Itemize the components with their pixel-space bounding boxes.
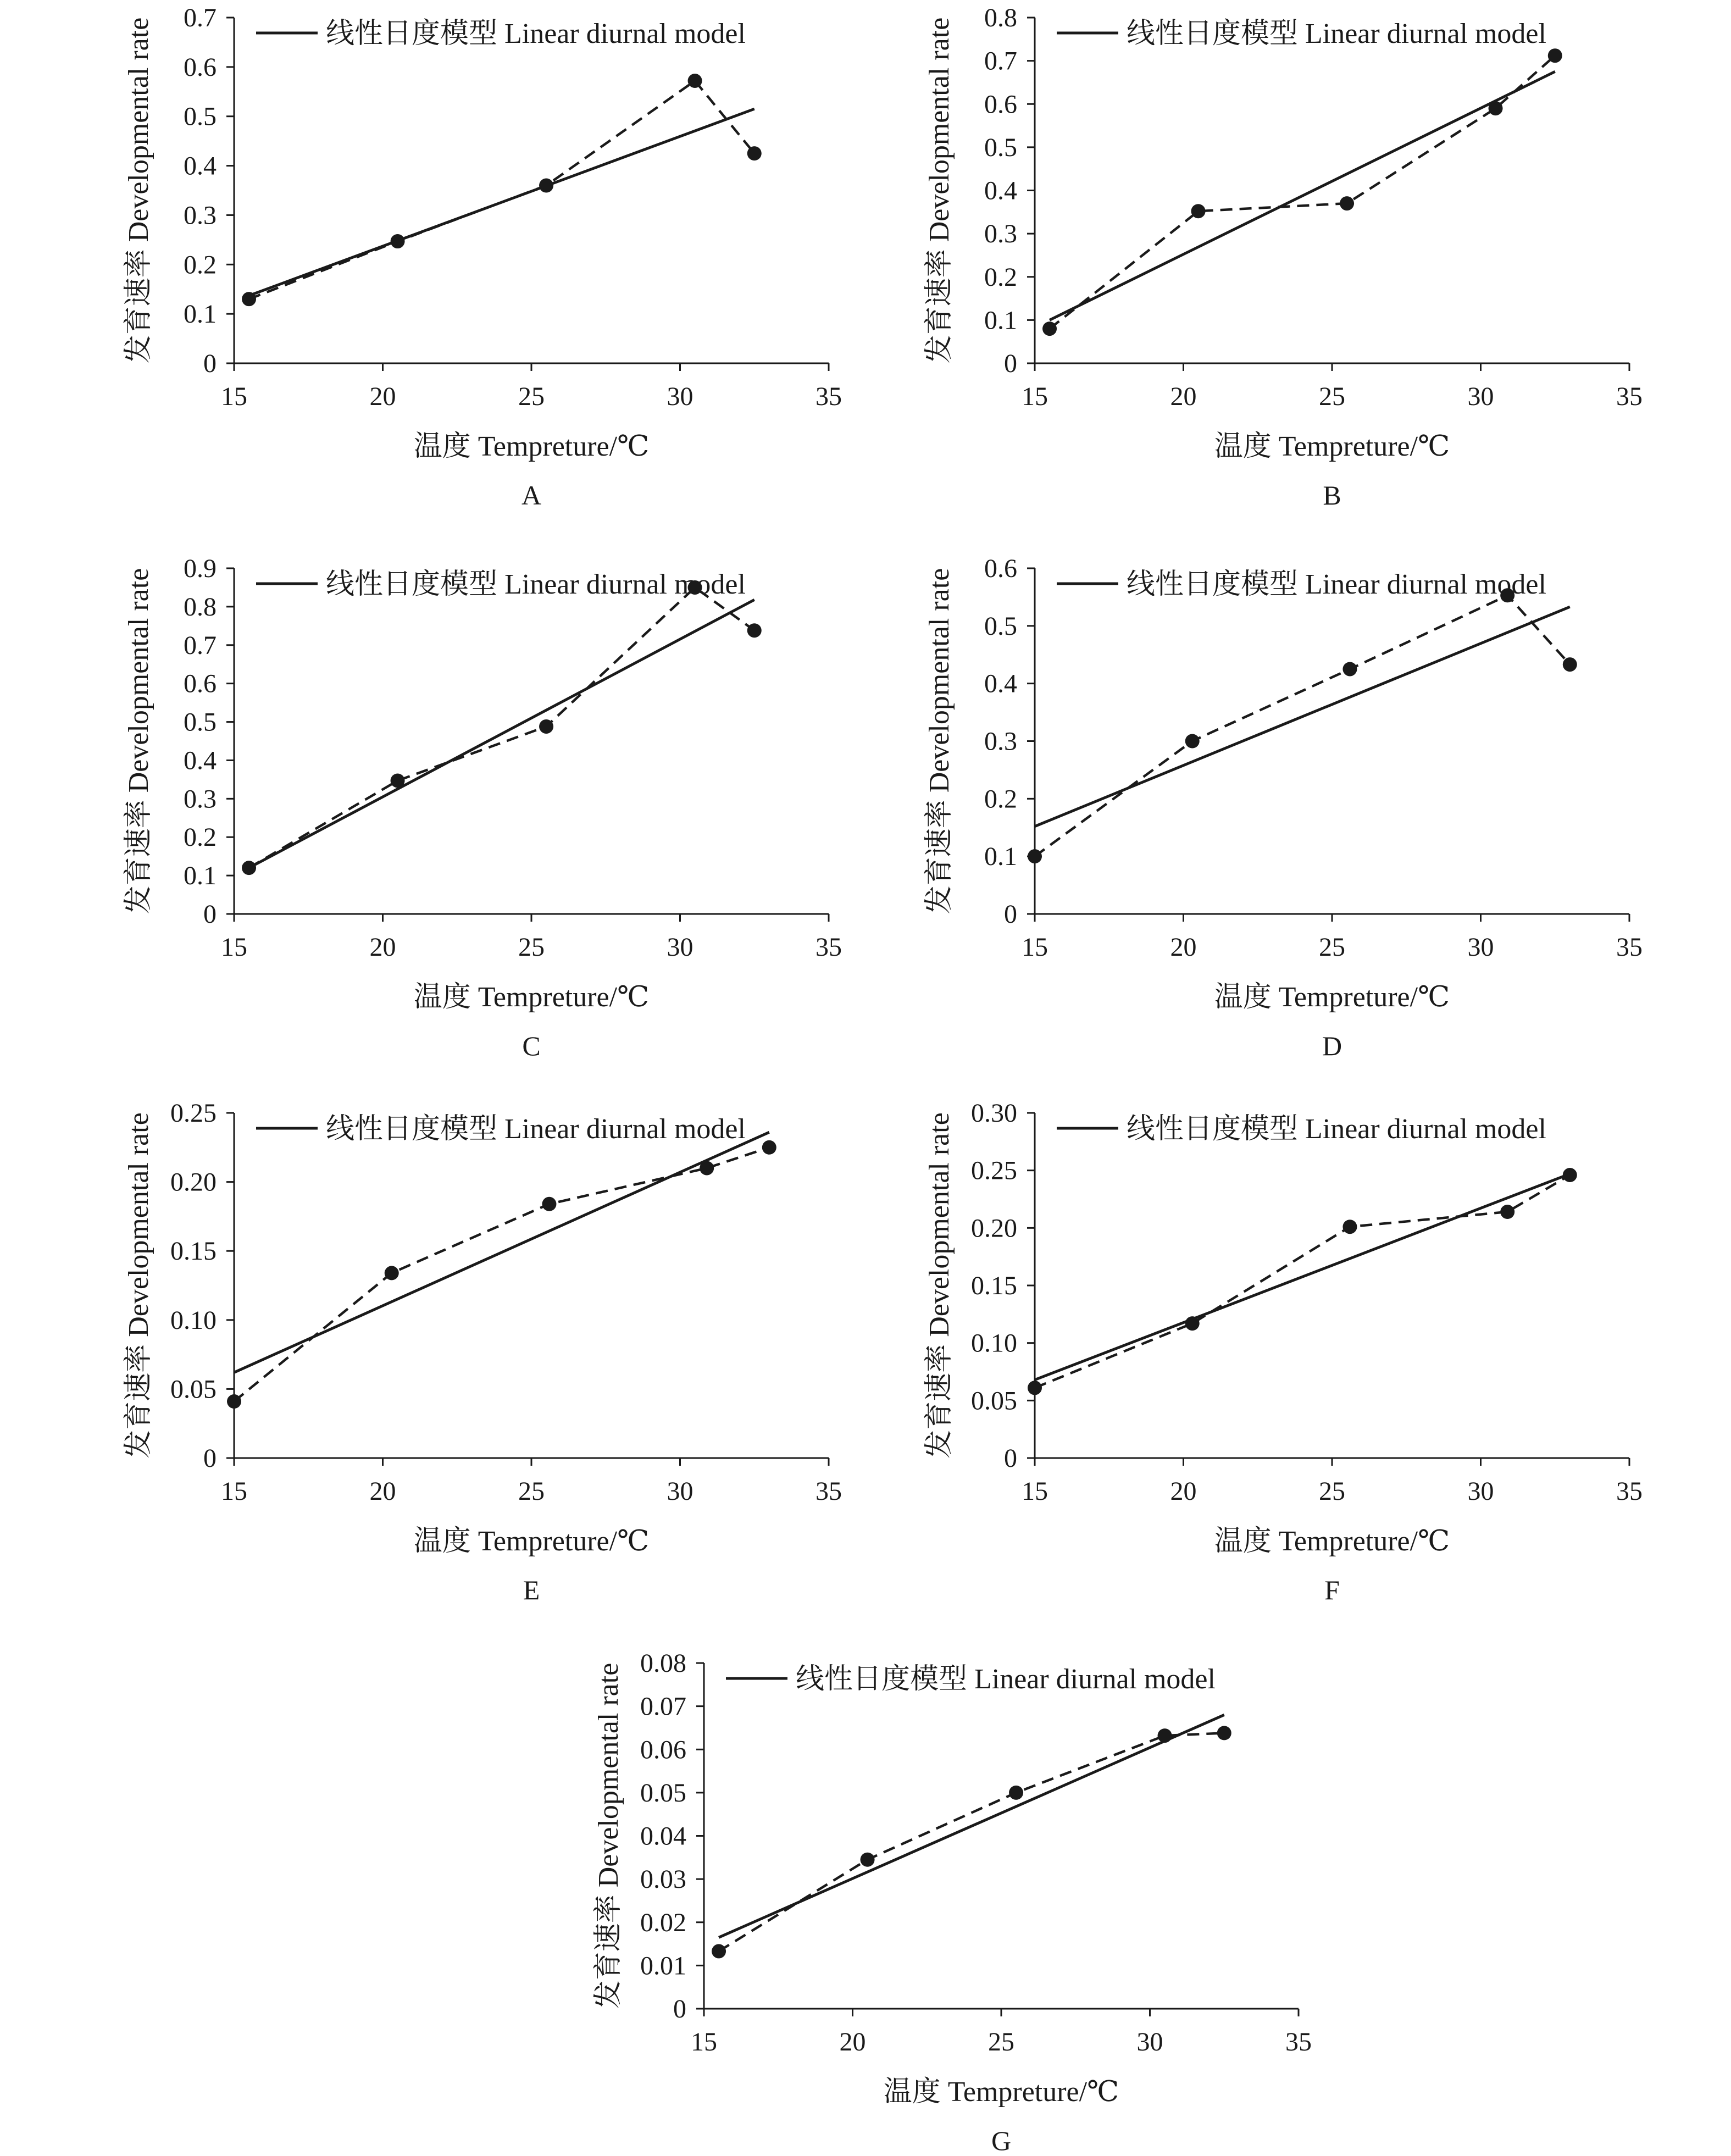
x-tick-label: 30 xyxy=(667,382,693,411)
observed-data-point xyxy=(242,861,256,875)
y-tick-label: 0.07 xyxy=(640,1692,686,1721)
linear-model-line xyxy=(234,1132,769,1372)
y-axis-title: 发育速率 Developmental rate xyxy=(123,17,154,364)
panel-letter: F xyxy=(1324,1575,1340,1605)
observed-data-point xyxy=(539,719,553,734)
x-tick-label: 25 xyxy=(1319,1477,1345,1506)
observed-data-point xyxy=(1009,1786,1023,1800)
y-tick-label: 0.7 xyxy=(184,630,217,660)
observed-data-point xyxy=(747,623,762,638)
observed-data-point xyxy=(712,1944,726,1958)
x-axis-title: 温度 Tempreture/℃ xyxy=(413,982,650,1013)
y-axis-title: 发育速率 Developmental rate xyxy=(924,568,955,915)
observed-data-point xyxy=(1191,204,1206,218)
y-tick-label: 0.4 xyxy=(184,151,217,181)
y-tick-label: 0.5 xyxy=(984,611,1017,641)
chart-panel-b xyxy=(924,3,1643,511)
y-tick-label: 0.1 xyxy=(184,300,217,329)
y-tick-label: 0.2 xyxy=(184,250,217,280)
y-axis-title: 发育速率 Developmental rate xyxy=(123,1112,154,1459)
y-tick-label: 0.5 xyxy=(184,102,217,131)
x-tick-label: 35 xyxy=(1616,1477,1643,1506)
x-axis-title: 温度 Tempreture/℃ xyxy=(1214,1526,1450,1557)
legend-label: 线性日度模型 Linear diurnal model xyxy=(1127,18,1546,49)
y-tick-label: 0.5 xyxy=(184,707,217,737)
observed-data-point xyxy=(1342,1220,1357,1234)
observed-data-point xyxy=(762,1140,776,1155)
y-tick-label: 0.02 xyxy=(640,1908,686,1937)
x-tick-label: 30 xyxy=(667,1477,693,1506)
x-tick-label: 30 xyxy=(1136,2027,1163,2057)
y-tick-label: 0 xyxy=(203,349,217,378)
observed-data-point xyxy=(1217,1726,1231,1740)
legend-label: 线性日度模型 Linear diurnal model xyxy=(326,18,746,49)
y-tick-label: 0 xyxy=(1004,900,1017,929)
y-tick-label: 0.10 xyxy=(170,1305,217,1335)
chart-panel-c xyxy=(123,554,842,1061)
x-tick-label: 15 xyxy=(221,382,247,411)
observed-data-point xyxy=(1563,657,1577,672)
legend-label: 线性日度模型 Linear diurnal model xyxy=(326,569,746,600)
linear-model-line xyxy=(1035,607,1570,827)
y-tick-label: 0.10 xyxy=(971,1328,1017,1358)
panel-letter: C xyxy=(522,1030,541,1061)
panel-letter: A xyxy=(521,480,542,511)
legend-label: 线性日度模型 Linear diurnal model xyxy=(1127,569,1546,600)
chart-panel-f xyxy=(924,1099,1643,1605)
observed-data-point xyxy=(385,1266,399,1280)
y-tick-label: 0.5 xyxy=(984,132,1017,162)
legend-label: 线性日度模型 Linear diurnal model xyxy=(1127,1113,1546,1145)
y-tick-label: 0.04 xyxy=(640,1821,686,1851)
y-tick-label: 0.20 xyxy=(170,1167,217,1197)
y-tick-label: 0 xyxy=(203,900,217,929)
panel-letter: G xyxy=(991,2125,1012,2156)
y-tick-label: 0.6 xyxy=(184,52,217,82)
legend-label: 线性日度模型 Linear diurnal model xyxy=(326,1113,746,1145)
chart-panel-g xyxy=(593,1649,1312,2156)
y-axis-title: 发育速率 Developmental rate xyxy=(593,1662,624,2009)
x-axis-title: 温度 Tempreture/℃ xyxy=(1214,982,1450,1013)
x-tick-label: 20 xyxy=(369,933,396,962)
x-tick-label: 30 xyxy=(1467,933,1494,962)
y-tick-label: 0.01 xyxy=(640,1951,686,1981)
y-tick-label: 0 xyxy=(673,1994,686,2024)
y-tick-label: 0.25 xyxy=(170,1099,217,1128)
x-tick-label: 15 xyxy=(1022,933,1048,962)
observed-data-point xyxy=(1042,322,1057,336)
y-tick-label: 0.05 xyxy=(971,1386,1017,1416)
observed-data-point xyxy=(747,146,762,160)
y-tick-label: 0.03 xyxy=(640,1865,686,1894)
linear-model-line xyxy=(1035,1174,1570,1380)
observed-data-point xyxy=(1500,1205,1514,1219)
chart-panel-d xyxy=(924,554,1643,1061)
y-axis-title: 发育速率 Developmental rate xyxy=(924,17,955,364)
x-tick-label: 25 xyxy=(518,382,545,411)
observed-data-point xyxy=(1185,734,1200,749)
x-tick-label: 30 xyxy=(1467,382,1494,411)
x-tick-label: 15 xyxy=(1022,382,1048,411)
observed-data-point xyxy=(542,1197,556,1211)
y-tick-label: 0.15 xyxy=(170,1237,217,1266)
x-tick-label: 25 xyxy=(1319,382,1345,411)
linear-model-line xyxy=(249,109,754,296)
y-tick-label: 0.7 xyxy=(184,3,217,32)
observed-data-point xyxy=(1340,196,1354,210)
x-tick-label: 25 xyxy=(1319,933,1345,962)
y-tick-label: 0.2 xyxy=(984,784,1017,814)
panel-letter: D xyxy=(1322,1030,1342,1061)
x-tick-label: 35 xyxy=(815,933,842,962)
y-tick-label: 0.8 xyxy=(184,592,217,622)
x-tick-label: 25 xyxy=(518,933,545,962)
y-tick-label: 0.1 xyxy=(184,861,217,891)
x-tick-label: 20 xyxy=(1170,1477,1197,1506)
y-tick-label: 0.25 xyxy=(971,1156,1017,1185)
observed-data-point xyxy=(1028,849,1042,863)
y-tick-label: 0.6 xyxy=(184,669,217,699)
x-tick-label: 35 xyxy=(1285,2027,1312,2057)
y-tick-label: 0.05 xyxy=(170,1374,217,1404)
observed-data-point xyxy=(1028,1381,1042,1395)
x-tick-label: 15 xyxy=(221,1477,247,1506)
x-axis-title: 温度 Tempreture/℃ xyxy=(1214,431,1450,462)
linear-model-line xyxy=(719,1715,1224,1937)
y-tick-label: 0.1 xyxy=(984,306,1017,335)
y-tick-label: 0.3 xyxy=(184,784,217,814)
y-tick-label: 0.20 xyxy=(971,1213,1017,1243)
y-tick-label: 0.08 xyxy=(640,1649,686,1678)
x-tick-label: 30 xyxy=(667,933,693,962)
linear-model-line xyxy=(1050,71,1555,320)
y-tick-label: 0.1 xyxy=(984,842,1017,872)
y-tick-label: 0.4 xyxy=(984,176,1017,206)
observed-rate-line xyxy=(234,1148,769,1401)
legend-label: 线性日度模型 Linear diurnal model xyxy=(796,1664,1216,1695)
x-tick-label: 25 xyxy=(988,2027,1014,2057)
x-tick-label: 35 xyxy=(1616,382,1643,411)
observed-rate-line xyxy=(719,1733,1224,1951)
y-tick-label: 0.30 xyxy=(971,1099,1017,1128)
y-tick-label: 0.3 xyxy=(184,201,217,230)
x-tick-label: 15 xyxy=(221,933,247,962)
y-tick-label: 0.7 xyxy=(984,46,1017,76)
x-axis-title: 温度 Tempreture/℃ xyxy=(413,431,650,462)
x-tick-label: 20 xyxy=(1170,382,1197,411)
y-tick-label: 0.15 xyxy=(971,1271,1017,1300)
y-tick-label: 0.2 xyxy=(984,262,1017,292)
panel-letter: B xyxy=(1323,480,1341,511)
y-tick-label: 0 xyxy=(203,1444,217,1473)
y-tick-label: 0.6 xyxy=(984,554,1017,583)
x-tick-label: 30 xyxy=(1467,1477,1494,1506)
y-tick-label: 0.2 xyxy=(184,823,217,852)
x-tick-label: 20 xyxy=(1170,933,1197,962)
x-tick-label: 20 xyxy=(369,1477,396,1506)
panel-letter: E xyxy=(523,1575,540,1605)
observed-data-point xyxy=(688,74,702,88)
linear-model-line xyxy=(249,600,754,868)
observed-rate-line xyxy=(1035,1175,1570,1388)
y-axis-title: 发育速率 Developmental rate xyxy=(123,568,154,915)
x-tick-label: 15 xyxy=(691,2027,717,2057)
x-tick-label: 20 xyxy=(839,2027,866,2057)
y-tick-label: 0.6 xyxy=(984,90,1017,119)
y-tick-label: 0.06 xyxy=(640,1735,686,1765)
x-tick-label: 20 xyxy=(369,382,396,411)
x-tick-label: 25 xyxy=(518,1477,545,1506)
x-axis-title: 温度 Tempreture/℃ xyxy=(883,2076,1119,2108)
y-tick-label: 0.4 xyxy=(184,746,217,775)
observed-data-point xyxy=(861,1853,875,1867)
observed-rate-line xyxy=(1050,56,1555,329)
observed-data-point xyxy=(1342,662,1357,676)
y-axis-title: 发育速率 Developmental rate xyxy=(924,1112,955,1459)
observed-data-point xyxy=(1548,48,1562,63)
y-tick-label: 0.4 xyxy=(984,669,1017,699)
observed-rate-line xyxy=(1035,595,1570,856)
x-tick-label: 35 xyxy=(815,382,842,411)
observed-data-point xyxy=(227,1394,241,1409)
chart-panel-e xyxy=(123,1099,842,1605)
x-axis-title: 温度 Tempreture/℃ xyxy=(413,1526,650,1557)
y-tick-label: 0.9 xyxy=(184,554,217,583)
x-tick-label: 35 xyxy=(815,1477,842,1506)
y-tick-label: 0 xyxy=(1004,349,1017,378)
y-tick-label: 0.3 xyxy=(984,219,1017,249)
y-tick-label: 0.3 xyxy=(984,727,1017,756)
y-tick-label: 0 xyxy=(1004,1444,1017,1473)
x-tick-label: 35 xyxy=(1616,933,1643,962)
y-tick-label: 0.05 xyxy=(640,1778,686,1808)
x-tick-label: 15 xyxy=(1022,1477,1048,1506)
y-tick-label: 0.8 xyxy=(984,3,1017,32)
chart-panel-a xyxy=(123,3,842,511)
observed-rate-line xyxy=(249,588,754,868)
